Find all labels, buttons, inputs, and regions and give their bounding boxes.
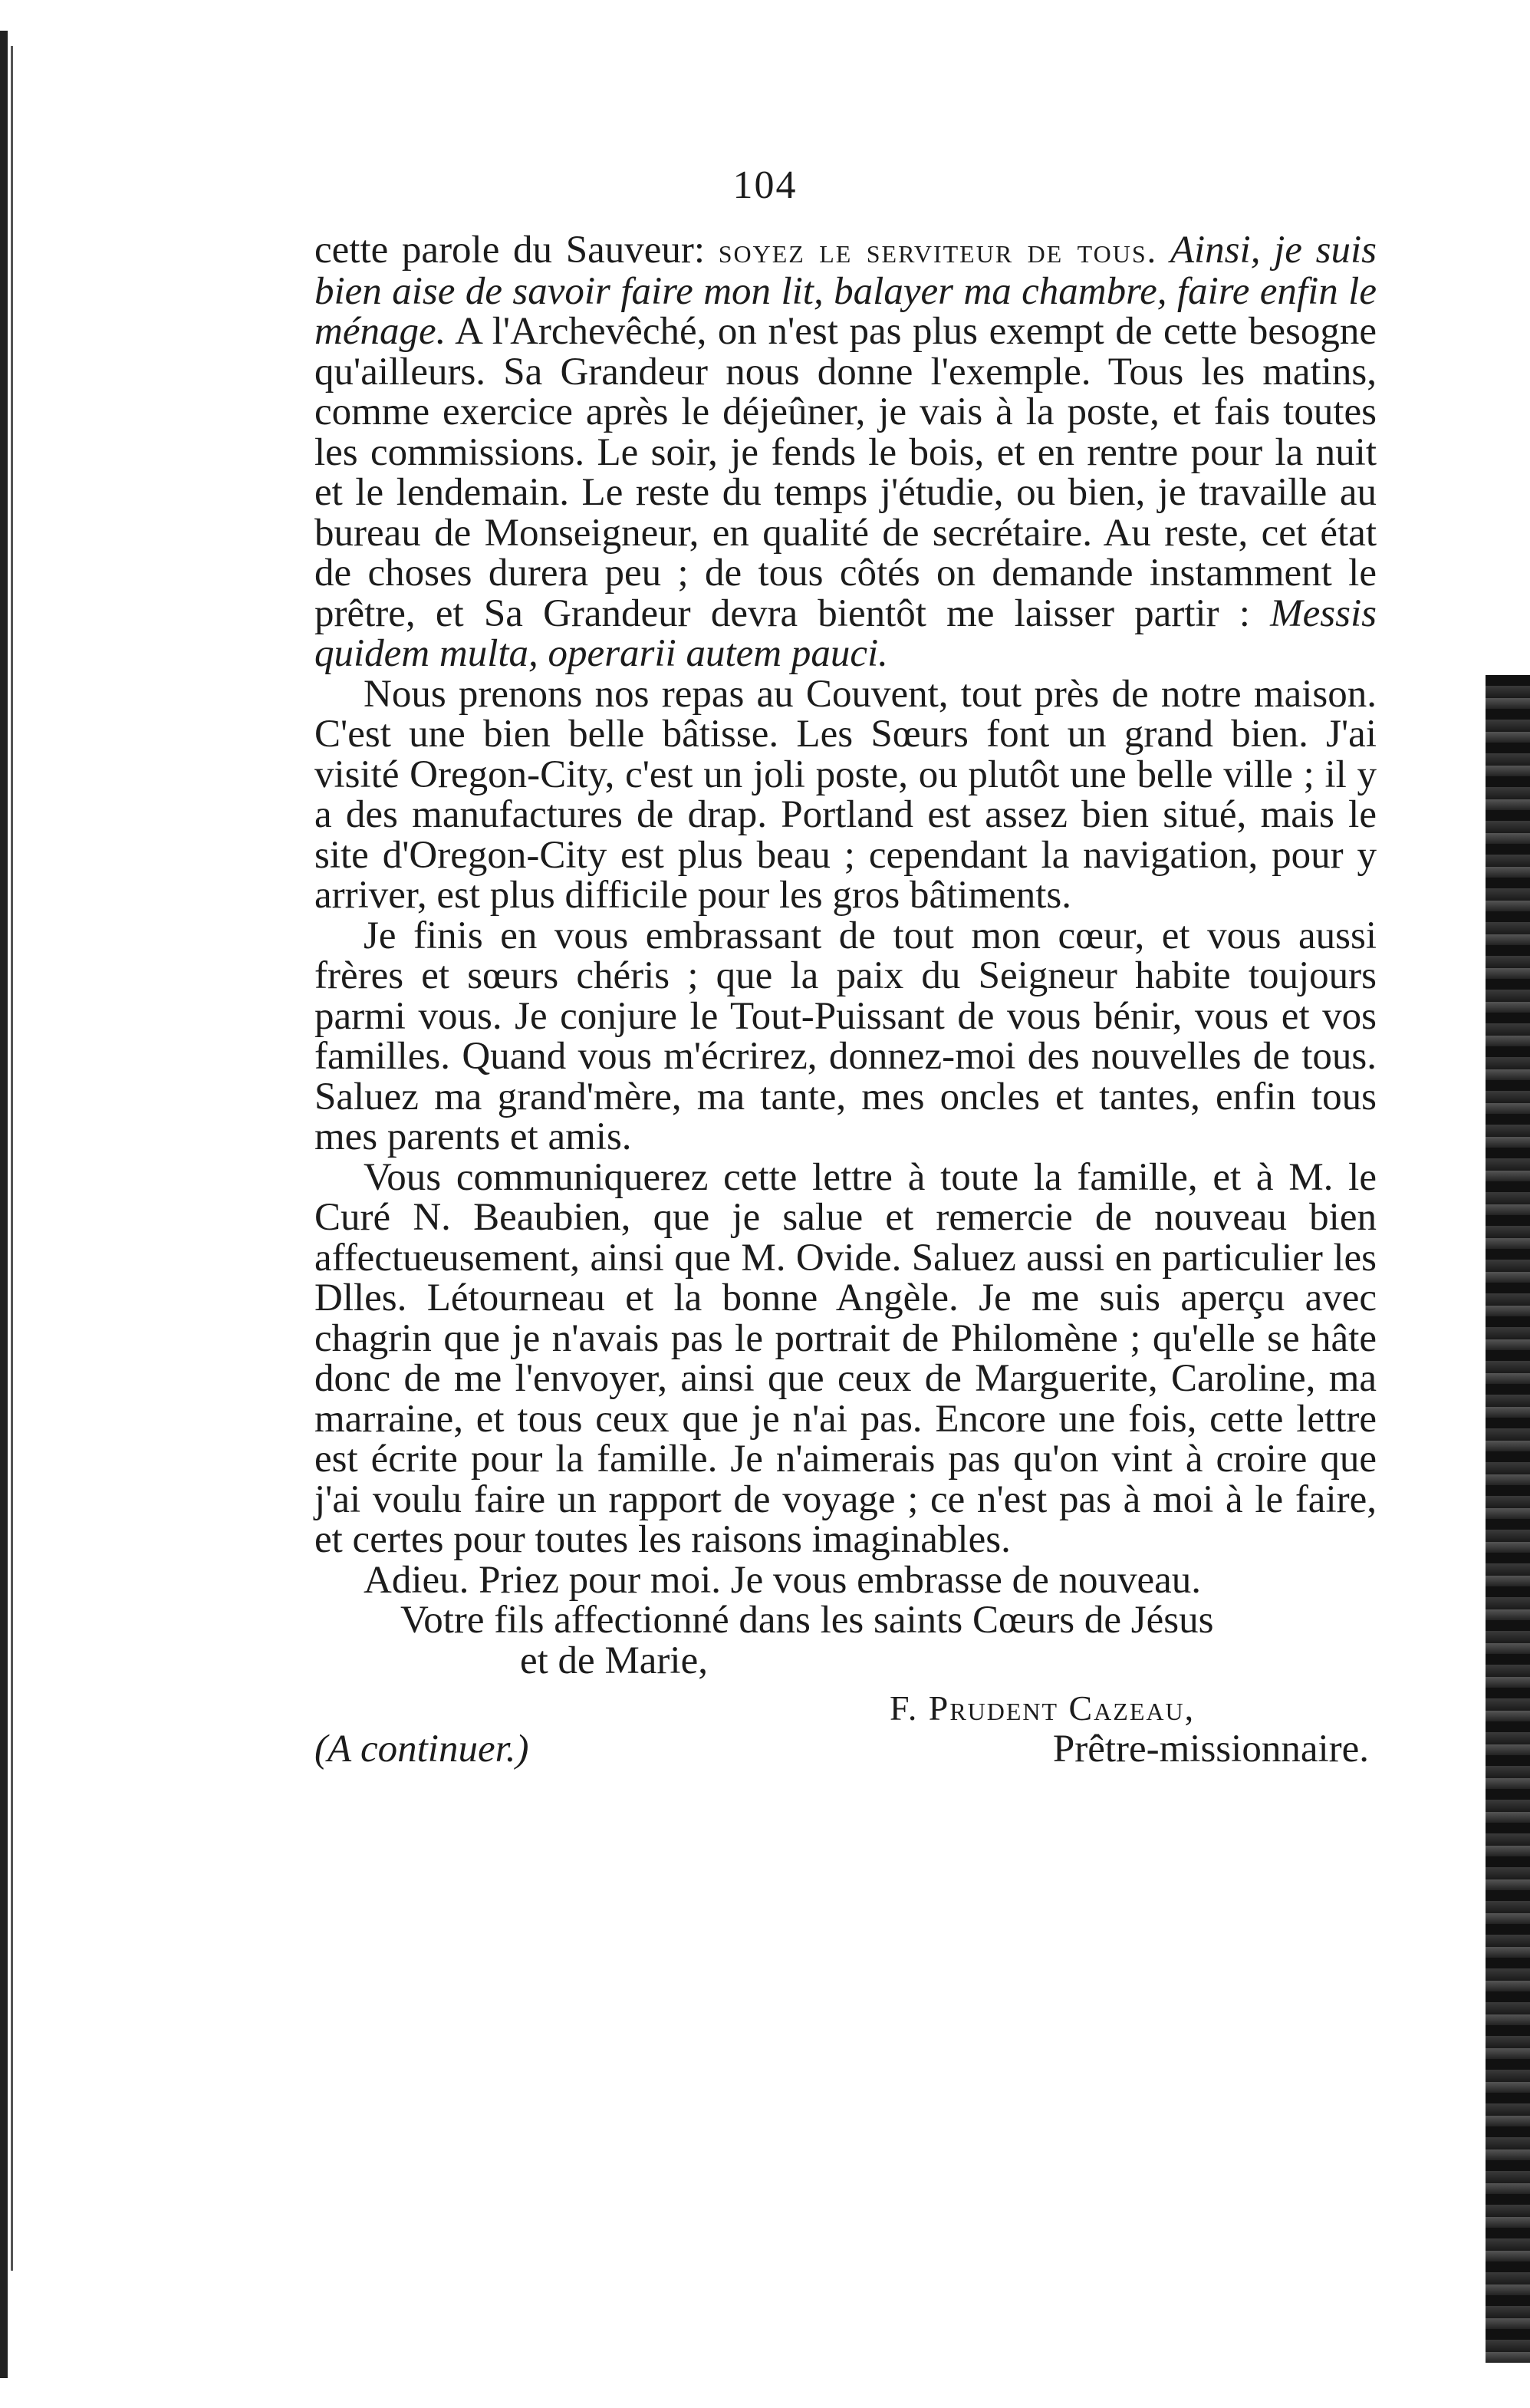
signer-title: Prêtre-missionnaire. (1052, 1727, 1369, 1771)
signature: F. Prudent Cazeau, (890, 1688, 1196, 1728)
paragraph-1-italic-a: Ainsi, je suis bien aise de savoir faire mon lit, balayer ma chambre, faire enfin le ménage. (314, 229, 1377, 353)
paragraph-4: Vous communiquerez cette lettre à toute la famille, et à M. le Curé N. Beaubien, que je salue et remercie de nouveau bien affectueusement, ainsi que M. Ovide. Saluez aussi en particulier les Dlles. Létourneau et la bonne Angèle. Je me suis aperçu avec chagrin que je n'avais pas le portrait de Philomène ; qu'elle se hâte donc de me l'envoyer, ainsi que ceux de Marguerite, Caroline, ma marraine, et tous ceux que je n'ai pas. Encore une fois, cette lettre est écrite pour la famille. Je n'aimerais pas qu'on vint à croire que j'ai voulu faire un rapport de voyage ; ce n'est pas à moi à le faire, et certes pour toutes les raisons imaginables. (314, 1155, 1377, 1561)
footer-row (314, 1729, 1377, 1770)
paragraph-5: Adieu. Priez pour moi. Je vous embrasse de nouveau. (364, 1558, 1201, 1602)
paragraph-1-small-caps: soyez le serviteur de tous. (718, 231, 1158, 270)
closing-line-1: Votre fils affectionné dans les saints Cœurs de Jésus (400, 1599, 1214, 1642)
paragraph-1 (314, 230, 1377, 674)
page-number: 104 (732, 163, 798, 207)
paragraph-3: Je finis en vous embrassant de tout mon cœur, et vous aussi frères et sœurs chéris ; que la paix du Seigneur habite toujours parmi vous. Je conjure le Tout-Puissant de vous bénir, vous et vos familles. Quand vous m'écrirez, donnez-moi des nouvelles de tous. Saluez ma grand'mère, ma tante, mes oncles et tantes, enfin tous mes parents et amis. (314, 914, 1377, 1158)
to-continue-note: (A continuer.) (314, 1727, 529, 1771)
scan-edge-right (1486, 675, 1530, 2363)
paragraph-1-text-a: cette parole du Sauveur: (314, 229, 719, 272)
paragraph-1-text-b: A l'Archevêché, on n'est pas plus exempt de cette besogne qu'ailleurs. Sa Grandeur nous donne l'exemple. Tous les matins, comme exercice après le déjeûner, je vais à la poste, et fais toutes les commissions. Le soir, je fends le bois, et en rentre pour la nuit et le lendemain. Le reste du temps j'étudie, ou bien, je travaille au bureau de Monseigneur, en qualité de secrétaire. Au reste, cet état de choses durera peu ; de tous côtés on demande instamment le prêtre, et Sa Grandeur devra bientôt me laisser partir : (314, 310, 1377, 635)
scan-edge-left (0, 31, 8, 2378)
scan-edge-left-inner (11, 46, 13, 2271)
paragraph-1-latin-quote: Messis quidem multa, operarii autem pauci. (314, 591, 1377, 675)
paragraph-2: Nous prenons nos repas au Couvent, tout près de notre maison. C'est une bien belle bâtisse. Les Sœurs font un grand bien. J'ai visité Oregon-City, c'est un joli poste, ou plutôt une belle ville ; il y a des manufactures de drap. Portland est assez bien situé, mais le site d'Oregon-City est plus beau ; cependant la navigation, pour y arriver, est plus difficile pour les gros bâtiments. (314, 672, 1377, 917)
closing-line-2: et de Marie, (520, 1639, 708, 1682)
letter-body (314, 230, 1377, 1769)
